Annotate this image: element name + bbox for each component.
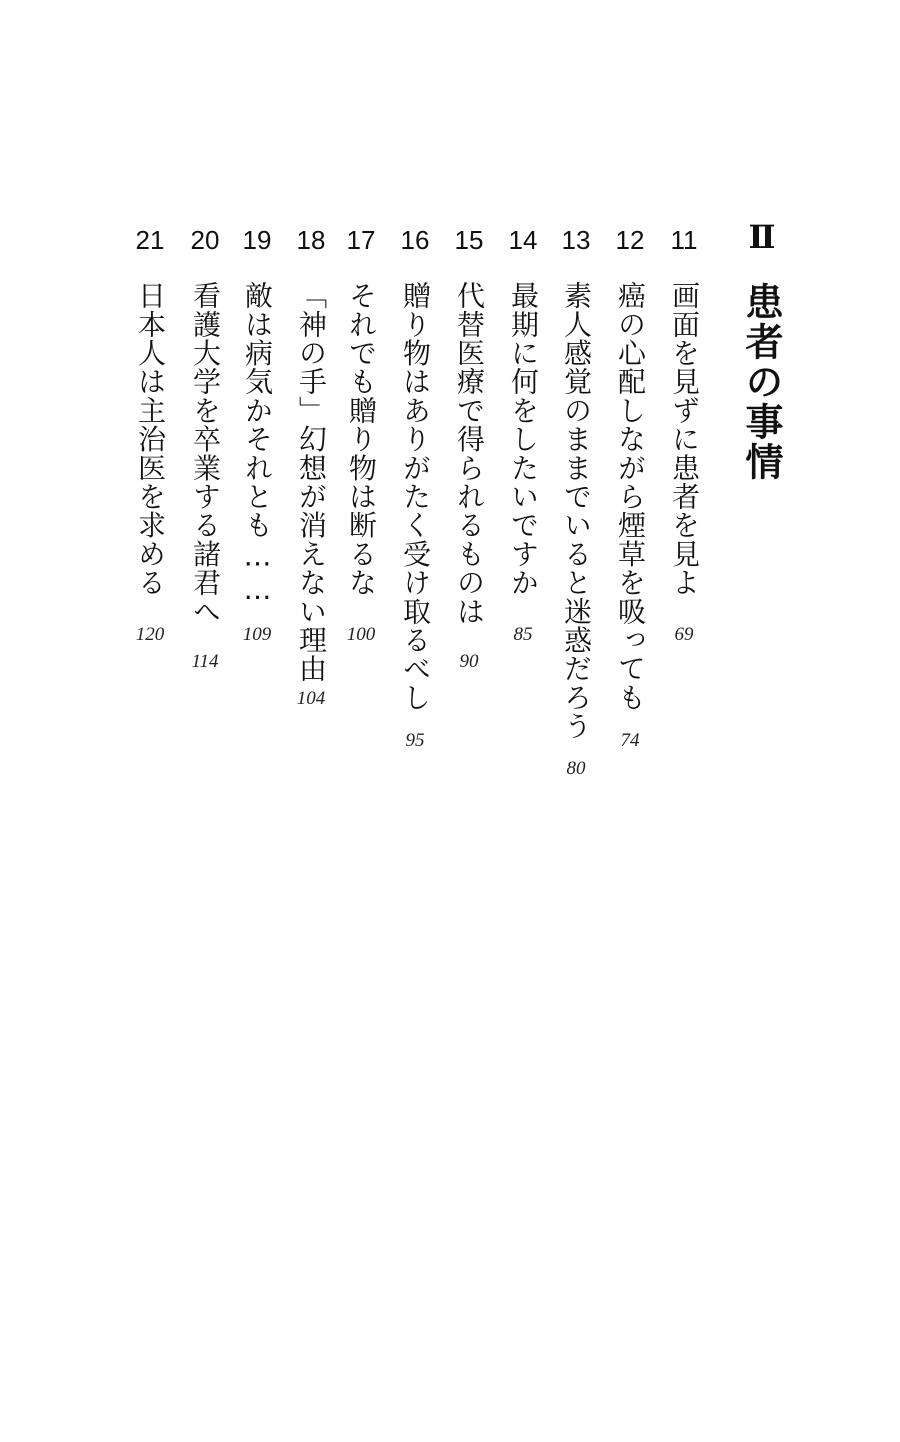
- entry-title: 最期に何をしたいですか: [507, 281, 540, 597]
- entry-page-number: 85: [513, 624, 533, 645]
- entry-number: 12: [615, 225, 645, 255]
- entry-page-number: 80: [566, 758, 586, 779]
- entry-title: 癌の心配しながら煙草を吸っても: [614, 281, 647, 712]
- entry-page-number: 109: [242, 624, 272, 645]
- entry-number: 16: [400, 225, 430, 255]
- entry-title: 看護大学を卒業する諸君へ: [189, 281, 222, 626]
- entry-number: 15: [454, 225, 484, 255]
- entry-page-number: 104: [296, 688, 326, 709]
- entry-number: 18: [296, 225, 326, 255]
- entry-title: 「神の手」幻想が消えない理由: [295, 281, 328, 683]
- entry-title: 代替医療で得られるものは: [453, 281, 486, 626]
- entry-page-number: 69: [674, 624, 694, 645]
- entry-title: 日本人は主治医を求める: [134, 281, 167, 597]
- entry-number: 19: [242, 225, 272, 255]
- entry-page-number: 90: [459, 651, 479, 672]
- entry-number: 14: [508, 225, 538, 255]
- entry-page-number: 100: [346, 624, 376, 645]
- entry-title: 敵は病気かそれとも……: [241, 281, 274, 607]
- entry-number: 20: [190, 225, 220, 255]
- section-title: 患者の事情: [739, 282, 784, 482]
- entry-page-number: 114: [191, 651, 219, 672]
- entry-page-number: 74: [620, 730, 640, 751]
- entry-number: 13: [561, 225, 591, 255]
- entry-number: 21: [135, 225, 165, 255]
- entry-page-number: 95: [405, 730, 425, 751]
- entry-number: 11: [670, 225, 698, 255]
- entry-title: 素人感覚のままでいると迷惑だろう: [560, 281, 593, 741]
- entry-title: 贈り物はありがたく受け取るべし: [399, 281, 432, 712]
- entry-number: 17: [346, 225, 376, 255]
- entry-page-number: 120: [135, 624, 165, 645]
- section-numeral: Ⅱ: [748, 218, 774, 256]
- entry-title: それでも贈り物は断るな: [345, 281, 378, 597]
- entry-title: 画面を見ずに患者を見よ: [668, 281, 701, 597]
